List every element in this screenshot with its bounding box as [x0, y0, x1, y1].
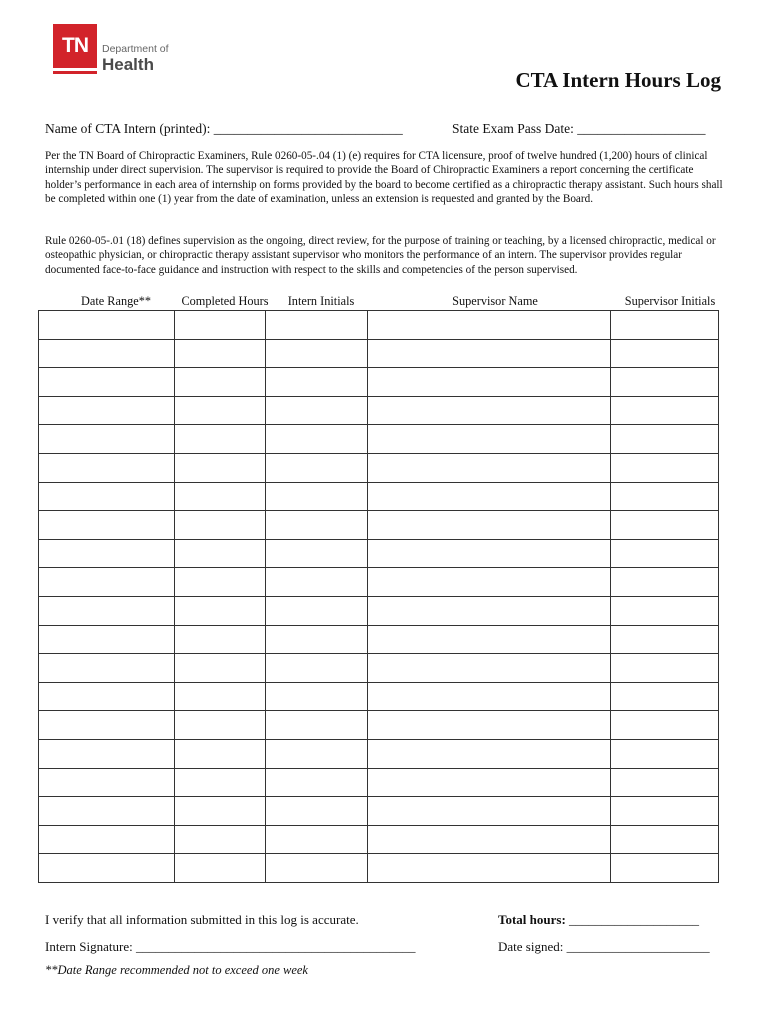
- supervisor-initials-cell[interactable]: [611, 539, 719, 568]
- supervisor-initials-cell[interactable]: [611, 711, 719, 740]
- logo-health-text: Health: [102, 55, 154, 74]
- supervisor-name-cell[interactable]: [368, 425, 611, 454]
- supervisor-initials-cell[interactable]: [611, 396, 719, 425]
- intern-initials-cell[interactable]: [266, 797, 368, 826]
- intern-initials-cell[interactable]: [266, 511, 368, 540]
- table-row: [39, 568, 719, 597]
- logo-department-text: Department of: [102, 43, 169, 55]
- table-row: [39, 797, 719, 826]
- supervisor-name-cell[interactable]: [368, 453, 611, 482]
- column-header-date-range: Date Range**: [81, 294, 151, 308]
- completed-hours-cell[interactable]: [175, 739, 266, 768]
- date-range-cell[interactable]: [39, 825, 175, 854]
- table-row: [39, 854, 719, 883]
- date-range-cell[interactable]: [39, 425, 175, 454]
- column-header-supervisor-initials: Supervisor Initials: [624, 294, 716, 308]
- date-range-cell[interactable]: [39, 396, 175, 425]
- supervisor-initials-cell[interactable]: [611, 797, 719, 826]
- table-row: [39, 396, 719, 425]
- supervisor-initials-cell[interactable]: [611, 482, 719, 511]
- intern-initials-cell[interactable]: [266, 425, 368, 454]
- supervisor-initials-cell[interactable]: [611, 739, 719, 768]
- total-hours-line: ____________________: [569, 912, 700, 927]
- supervisor-name-cell[interactable]: [368, 682, 611, 711]
- date-range-cell[interactable]: [39, 682, 175, 711]
- supervisor-name-cell[interactable]: [368, 482, 611, 511]
- date-range-cell[interactable]: [39, 453, 175, 482]
- completed-hours-cell[interactable]: [175, 797, 266, 826]
- table-row: [39, 625, 719, 654]
- table-row: [39, 453, 719, 482]
- supervisor-initials-cell[interactable]: [611, 682, 719, 711]
- supervisor-initials-cell[interactable]: [611, 854, 719, 883]
- intern-initials-cell[interactable]: [266, 654, 368, 683]
- table-row: [39, 539, 719, 568]
- intern-initials-cell[interactable]: [266, 682, 368, 711]
- completed-hours-cell[interactable]: [175, 339, 266, 368]
- supervisor-initials-cell[interactable]: [611, 453, 719, 482]
- supervisor-initials-cell[interactable]: [611, 825, 719, 854]
- intern-initials-cell[interactable]: [266, 825, 368, 854]
- supervisor-initials-cell[interactable]: [611, 425, 719, 454]
- intern-initials-cell[interactable]: [266, 539, 368, 568]
- date-signed-field[interactable]: Date signed: ______________________: [498, 939, 710, 954]
- intern-initials-cell[interactable]: [266, 768, 368, 797]
- supervisor-name-cell[interactable]: [368, 539, 611, 568]
- total-hours-label: Total hours:: [498, 912, 566, 927]
- date-range-cell[interactable]: [39, 797, 175, 826]
- table-row: [39, 654, 719, 683]
- completed-hours-cell[interactable]: [175, 711, 266, 740]
- supervisor-name-cell[interactable]: [368, 311, 611, 340]
- table-row: [39, 739, 719, 768]
- date-range-cell[interactable]: [39, 854, 175, 883]
- verification-statement: I verify that all information submitted in this log is accurate.: [45, 912, 359, 927]
- supervisor-name-cell[interactable]: [368, 596, 611, 625]
- supervisor-name-cell[interactable]: [368, 339, 611, 368]
- supervisor-name-cell[interactable]: [368, 797, 611, 826]
- supervisor-name-cell[interactable]: [368, 625, 611, 654]
- completed-hours-cell[interactable]: [175, 568, 266, 597]
- column-header-supervisor-name: Supervisor Name: [452, 294, 538, 308]
- table-row: [39, 368, 719, 397]
- intern-initials-cell[interactable]: [266, 739, 368, 768]
- supervisor-name-cell[interactable]: [368, 711, 611, 740]
- intern-initials-cell[interactable]: [266, 596, 368, 625]
- supervisor-name-cell[interactable]: [368, 654, 611, 683]
- table-row: [39, 511, 719, 540]
- table-row: [39, 311, 719, 340]
- table-row: [39, 596, 719, 625]
- completed-hours-cell[interactable]: [175, 453, 266, 482]
- supervisor-initials-cell[interactable]: [611, 625, 719, 654]
- supervisor-name-cell[interactable]: [368, 854, 611, 883]
- supervisor-initials-cell[interactable]: [611, 768, 719, 797]
- supervisor-name-cell[interactable]: [368, 396, 611, 425]
- supervisor-initials-cell[interactable]: [611, 339, 719, 368]
- date-range-cell[interactable]: [39, 482, 175, 511]
- supervisor-name-cell[interactable]: [368, 768, 611, 797]
- table-row: [39, 825, 719, 854]
- intern-initials-cell[interactable]: [266, 368, 368, 397]
- column-header-intern-initials: Intern Initials: [287, 294, 355, 308]
- completed-hours-cell[interactable]: [175, 368, 266, 397]
- supervisor-initials-cell[interactable]: [611, 596, 719, 625]
- date-range-cell[interactable]: [39, 654, 175, 683]
- date-range-cell[interactable]: [39, 539, 175, 568]
- intern-name-field[interactable]: Name of CTA Intern (printed): ____________________________: [45, 121, 403, 136]
- intern-signature-field[interactable]: Intern Signature: ___________________________________________: [45, 939, 416, 954]
- date-range-cell[interactable]: [39, 511, 175, 540]
- completed-hours-cell[interactable]: [175, 511, 266, 540]
- tn-logo-box: TN: [53, 24, 97, 68]
- date-range-cell[interactable]: [39, 625, 175, 654]
- completed-hours-cell[interactable]: [175, 625, 266, 654]
- supervision-rule-paragraph: Rule 0260-05-.01 (18) defines supervision as the ongoing, direct review, for the purpose of training or teaching, by a licensed chiropractic, medical or osteopathic physician, or chiropractic therapy assistant supervisor who monitors the performance of an intern. The supervisor provides regular documented face-to-face guidance and instruction with respect to the skills and competencies of the person supervised.: [45, 235, 716, 276]
- completed-hours-cell[interactable]: [175, 654, 266, 683]
- completed-hours-cell[interactable]: [175, 396, 266, 425]
- intern-initials-cell[interactable]: [266, 482, 368, 511]
- intern-initials-cell[interactable]: [266, 711, 368, 740]
- completed-hours-cell[interactable]: [175, 539, 266, 568]
- table-row: [39, 425, 719, 454]
- completed-hours-cell[interactable]: [175, 825, 266, 854]
- supervisor-name-cell[interactable]: [368, 568, 611, 597]
- column-header-completed-hours: Completed Hours: [181, 294, 269, 308]
- supervisor-name-cell[interactable]: [368, 368, 611, 397]
- date-range-cell[interactable]: [39, 711, 175, 740]
- supervisor-initials-cell[interactable]: [611, 568, 719, 597]
- completed-hours-cell[interactable]: [175, 682, 266, 711]
- completed-hours-cell[interactable]: [175, 854, 266, 883]
- table-row: [39, 339, 719, 368]
- intern-initials-cell[interactable]: [266, 625, 368, 654]
- supervisor-initials-cell[interactable]: [611, 368, 719, 397]
- supervisor-initials-cell[interactable]: [611, 511, 719, 540]
- total-hours-field[interactable]: [498, 912, 699, 928]
- date-range-cell[interactable]: [39, 311, 175, 340]
- date-range-cell[interactable]: [39, 568, 175, 597]
- intern-initials-cell[interactable]: [266, 396, 368, 425]
- table-row: [39, 711, 719, 740]
- date-range-cell[interactable]: [39, 339, 175, 368]
- completed-hours-cell[interactable]: [175, 425, 266, 454]
- hours-log-table: [38, 310, 719, 883]
- logo-underline: [53, 71, 97, 74]
- completed-hours-cell[interactable]: [175, 596, 266, 625]
- intern-initials-cell[interactable]: [266, 854, 368, 883]
- exam-date-field[interactable]: State Exam Pass Date: ___________________: [452, 121, 706, 136]
- supervisor-initials-cell[interactable]: [611, 654, 719, 683]
- page-title: CTA Intern Hours Log: [515, 68, 721, 92]
- table-row: [39, 768, 719, 797]
- supervisor-initials-cell[interactable]: [611, 311, 719, 340]
- supervisor-name-cell[interactable]: [368, 511, 611, 540]
- intern-initials-cell[interactable]: [266, 568, 368, 597]
- date-range-cell[interactable]: [39, 596, 175, 625]
- table-row: [39, 482, 719, 511]
- supervisor-name-cell[interactable]: [368, 825, 611, 854]
- intern-initials-cell[interactable]: [266, 311, 368, 340]
- completed-hours-cell[interactable]: [175, 311, 266, 340]
- completed-hours-cell[interactable]: [175, 482, 266, 511]
- licensure-rule-paragraph: Per the TN Board of Chiropractic Examiners, Rule 0260-05-.04 (1) (e) requires for CTA licensure, proof of twelve hundred (1,200) hours of clinical internship under direct supervision. The supervisor is required to provide the Board of Chiropractic Examiners a report concerning the certificate holder’s performance in each area of internship on forms provided by the board to become certified as a chiropractic therapy assistant. Such hours shall be completed within one (1) year from the date of examination, unless an extension is requested and granted by the Board.: [45, 150, 723, 205]
- date-range-cell[interactable]: [39, 739, 175, 768]
- table-row: [39, 682, 719, 711]
- date-range-cell[interactable]: [39, 768, 175, 797]
- supervisor-name-cell[interactable]: [368, 739, 611, 768]
- intern-initials-cell[interactable]: [266, 339, 368, 368]
- date-range-cell[interactable]: [39, 368, 175, 397]
- intern-initials-cell[interactable]: [266, 453, 368, 482]
- completed-hours-cell[interactable]: [175, 768, 266, 797]
- tn-health-logo: [53, 24, 183, 76]
- date-range-footnote: **Date Range recommended not to exceed one week: [45, 963, 308, 977]
